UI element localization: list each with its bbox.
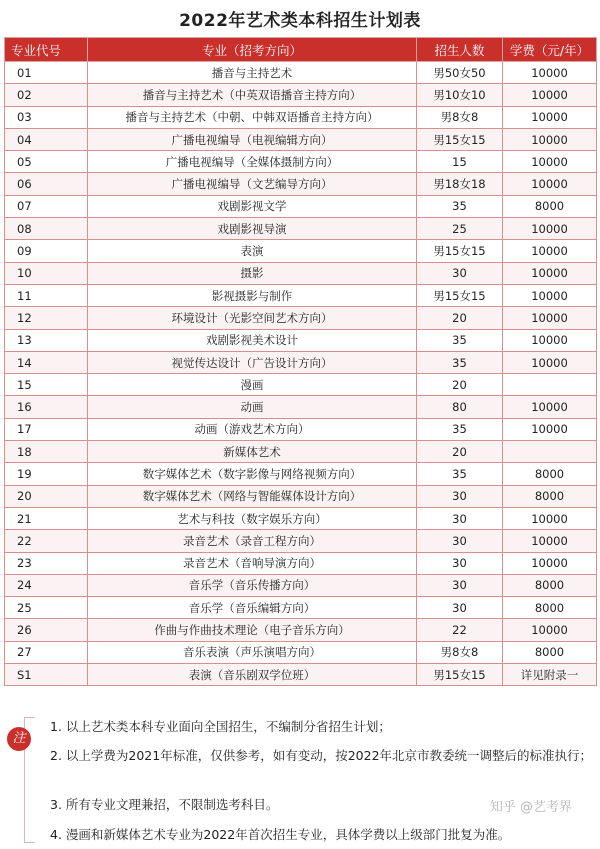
- cell-tuition: 10000: [503, 151, 597, 173]
- cell-code: 11: [5, 284, 88, 306]
- cell-tuition: [503, 441, 597, 463]
- cell-major: 新媒体艺术: [88, 441, 417, 463]
- cell-major: 艺术与科技（数字娱乐方向）: [88, 507, 417, 529]
- cell-code: 27: [5, 641, 88, 663]
- cell-major: 广播电视编导（全媒体摄制方向）: [88, 151, 417, 173]
- cell-code: 16: [5, 396, 88, 418]
- cell-tuition: 10000: [503, 84, 597, 106]
- cell-tuition: 10000: [503, 396, 597, 418]
- cell-code: 08: [5, 218, 88, 240]
- cell-major: 戏剧影视美术设计: [88, 329, 417, 351]
- cell-tuition: 10000: [503, 128, 597, 150]
- cell-tuition: 10000: [503, 552, 597, 574]
- cell-major: 摄影: [88, 262, 417, 284]
- table-header-row: [5, 38, 597, 62]
- table-row: [5, 463, 597, 485]
- cell-tuition: 10000: [503, 173, 597, 195]
- enrollment-table: [4, 37, 597, 686]
- table-row: [5, 307, 597, 329]
- cell-major: 环境设计（光影空间艺术方向）: [88, 307, 417, 329]
- cell-code: 04: [5, 128, 88, 150]
- cell-code: 10: [5, 262, 88, 284]
- table-row: [5, 619, 597, 641]
- cell-quota: 男10女10: [417, 84, 503, 106]
- cell-tuition: 详见附录一: [503, 664, 597, 686]
- cell-tuition: 8000: [503, 574, 597, 596]
- cell-major: 广播电视编导（文艺编导方向）: [88, 173, 417, 195]
- cell-quota: 35: [417, 195, 503, 217]
- cell-tuition: 10000: [503, 351, 597, 373]
- cell-tuition: 10000: [503, 619, 597, 641]
- cell-major: 动画（游戏艺术方向）: [88, 418, 417, 440]
- cell-code: 21: [5, 507, 88, 529]
- cell-code: 23: [5, 552, 88, 574]
- cell-quota: 15: [417, 151, 503, 173]
- table-row: [5, 151, 597, 173]
- cell-code: S1: [5, 664, 88, 686]
- cell-major: 播音与主持艺术（中英双语播音主持方向）: [88, 84, 417, 106]
- table-row: [5, 329, 597, 351]
- table-row: [5, 262, 597, 284]
- header-major: 专业（招考方向）: [88, 38, 417, 62]
- cell-quota: 30: [417, 485, 503, 507]
- cell-tuition: 8000: [503, 485, 597, 507]
- cell-code: 05: [5, 151, 88, 173]
- cell-code: 15: [5, 374, 88, 396]
- cell-quota: 35: [417, 351, 503, 373]
- cell-major: 播音与主持艺术（中朝、中韩双语播音主持方向）: [88, 106, 417, 128]
- cell-major: 音乐学（音乐传播方向）: [88, 574, 417, 596]
- cell-quota: 30: [417, 262, 503, 284]
- header-code: 专业代号: [5, 38, 88, 62]
- cell-tuition: 8000: [503, 597, 597, 619]
- cell-code: 06: [5, 173, 88, 195]
- cell-quota: 30: [417, 530, 503, 552]
- table-row: [5, 530, 597, 552]
- cell-major: 音乐表演（声乐演唱方向）: [88, 641, 417, 663]
- cell-code: 22: [5, 530, 88, 552]
- cell-quota: 男8女8: [417, 106, 503, 128]
- cell-quota: 男50女50: [417, 62, 503, 84]
- cell-major: 录音艺术（录音工程方向）: [88, 530, 417, 552]
- cell-major: 影视摄影与制作: [88, 284, 417, 306]
- cell-tuition: 10000: [503, 240, 597, 262]
- notes-section: [0, 709, 600, 849]
- cell-tuition: 10000: [503, 218, 597, 240]
- table-row: [5, 507, 597, 529]
- cell-code: 20: [5, 485, 88, 507]
- cell-quota: 男15女15: [417, 284, 503, 306]
- cell-tuition: 10000: [503, 284, 597, 306]
- cell-major: 戏剧影视导演: [88, 218, 417, 240]
- cell-tuition: 10000: [503, 307, 597, 329]
- table-row: [5, 62, 597, 84]
- watermark: 知乎 @艺考界: [489, 800, 572, 815]
- cell-code: 01: [5, 62, 88, 84]
- cell-major: 数字媒体艺术（网络与智能媒体设计方向）: [88, 485, 417, 507]
- table-row: [5, 441, 597, 463]
- table-row: [5, 574, 597, 596]
- header-tuition: 学费（元/年）: [503, 38, 597, 62]
- table-row: [5, 195, 597, 217]
- cell-major: 表演: [88, 240, 417, 262]
- cell-major: 表演（音乐剧双学位班）: [88, 664, 417, 686]
- note-4: 4. 漫画和新媒体艺术专业为2022年首次招生专业，具体学费以上级部门批复为准。: [50, 827, 511, 842]
- cell-code: 17: [5, 418, 88, 440]
- cell-code: 24: [5, 574, 88, 596]
- cell-code: 12: [5, 307, 88, 329]
- cell-tuition: 10000: [503, 507, 597, 529]
- cell-major: 动画: [88, 396, 417, 418]
- table-row: [5, 173, 597, 195]
- note-2: 2. 以上学费为2021年标准，仅供参考，如有变动，按2022年北京市教委统一调整后的标准执行；: [50, 748, 593, 763]
- cell-major: 视觉传达设计（广告设计方向）: [88, 351, 417, 373]
- cell-quota: 30: [417, 597, 503, 619]
- cell-quota: 30: [417, 552, 503, 574]
- cell-quota: 35: [417, 418, 503, 440]
- cell-code: 14: [5, 351, 88, 373]
- table-row: [5, 418, 597, 440]
- cell-major: 戏剧影视文学: [88, 195, 417, 217]
- cell-quota: 男8女8: [417, 641, 503, 663]
- note-1: 1. 以上艺术类本科专业面向全国招生，不编制分省招生计划；: [50, 719, 391, 734]
- cell-major: 广播电视编导（电视编辑方向）: [88, 128, 417, 150]
- cell-quota: 35: [417, 329, 503, 351]
- cell-tuition: 10000: [503, 262, 597, 284]
- cell-tuition: [503, 374, 597, 396]
- cell-code: 19: [5, 463, 88, 485]
- table-row: [5, 396, 597, 418]
- cell-code: 18: [5, 441, 88, 463]
- cell-tuition: 10000: [503, 530, 597, 552]
- table-row: [5, 106, 597, 128]
- cell-code: 26: [5, 619, 88, 641]
- table-row: [5, 84, 597, 106]
- cell-quota: 男15女15: [417, 240, 503, 262]
- cell-major: 漫画: [88, 374, 417, 396]
- cell-major: 播音与主持艺术: [88, 62, 417, 84]
- cell-quota: 20: [417, 374, 503, 396]
- cell-tuition: 8000: [503, 641, 597, 663]
- cell-major: 录音艺术（音响导演方向）: [88, 552, 417, 574]
- cell-code: 02: [5, 84, 88, 106]
- cell-quota: 20: [417, 307, 503, 329]
- cell-quota: 男15女15: [417, 128, 503, 150]
- cell-code: 13: [5, 329, 88, 351]
- page-title: 2022年艺术类本科招生计划表: [179, 11, 421, 31]
- table-row: [5, 597, 597, 619]
- table-row: [5, 240, 597, 262]
- cell-quota: 30: [417, 507, 503, 529]
- table-row: [5, 485, 597, 507]
- cell-tuition: 10000: [503, 62, 597, 84]
- header-quota: 招生人数: [417, 38, 503, 62]
- cell-quota: 男15女15: [417, 664, 503, 686]
- cell-quota: 25: [417, 218, 503, 240]
- table-row: [5, 218, 597, 240]
- cell-quota: 22: [417, 619, 503, 641]
- cell-major: 作曲与作曲技术理论（电子音乐方向）: [88, 619, 417, 641]
- table-row: [5, 552, 597, 574]
- cell-quota: 80: [417, 396, 503, 418]
- cell-tuition: 8000: [503, 195, 597, 217]
- cell-tuition: 10000: [503, 106, 597, 128]
- cell-code: 03: [5, 106, 88, 128]
- table-row: [5, 641, 597, 663]
- cell-code: 25: [5, 597, 88, 619]
- table-row: [5, 664, 597, 686]
- table-row: [5, 284, 597, 306]
- cell-tuition: 10000: [503, 329, 597, 351]
- cell-quota: 20: [417, 441, 503, 463]
- cell-quota: 35: [417, 463, 503, 485]
- table-body: [5, 62, 597, 686]
- cell-major: 数字媒体艺术（数字影像与网络视频方向）: [88, 463, 417, 485]
- table-row: [5, 351, 597, 373]
- cell-major: 音乐学（音乐编辑方向）: [88, 597, 417, 619]
- note-3: 3. 所有专业文理兼招，不限制选考科目。: [50, 797, 279, 812]
- cell-quota: 30: [417, 574, 503, 596]
- table-row: [5, 128, 597, 150]
- cell-code: 09: [5, 240, 88, 262]
- cell-code: 07: [5, 195, 88, 217]
- notes-badge: 注: [7, 727, 31, 751]
- cell-tuition: 8000: [503, 463, 597, 485]
- cell-quota: 男18女18: [417, 173, 503, 195]
- cell-tuition: 10000: [503, 418, 597, 440]
- table-row: [5, 374, 597, 396]
